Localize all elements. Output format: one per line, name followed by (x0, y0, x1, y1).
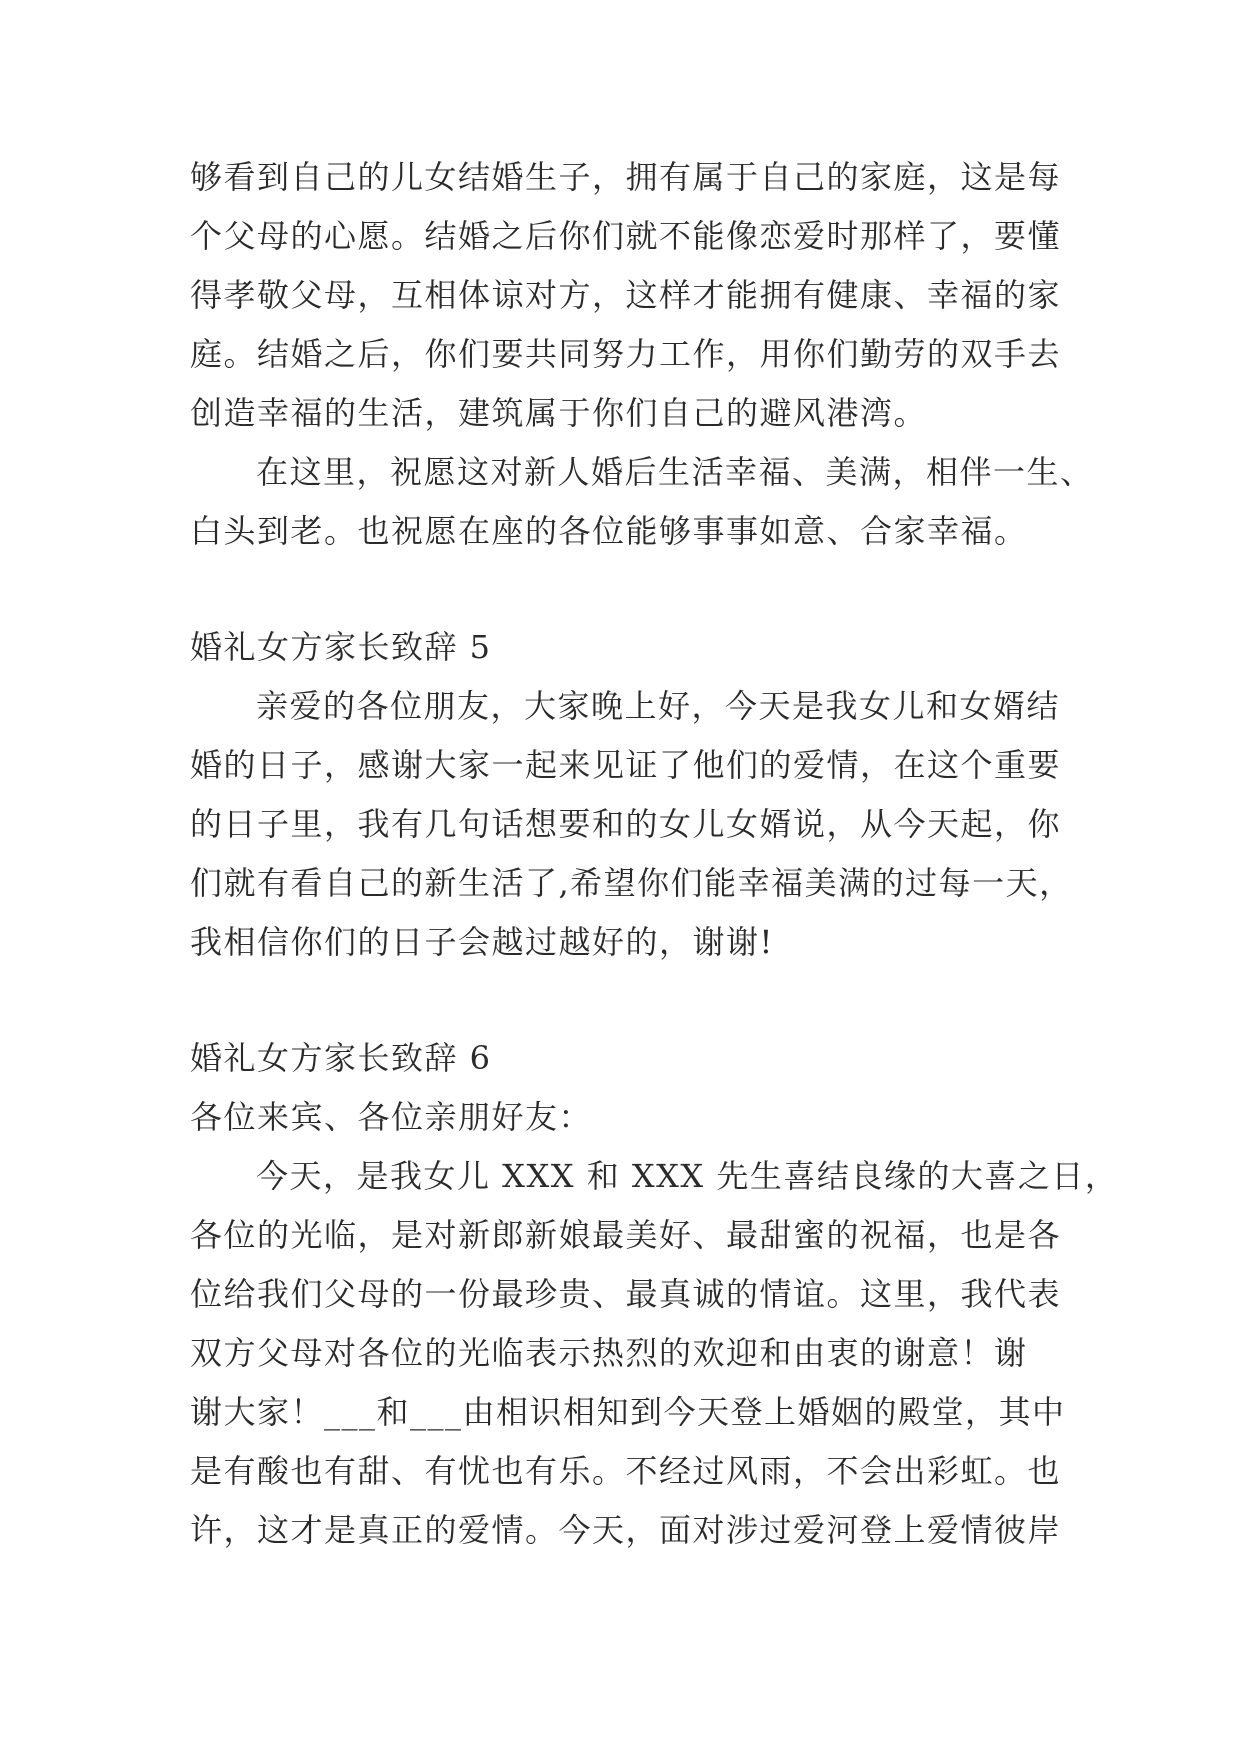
text-line: 是有酸也有甜、有忧也有乐。不经过风雨，不会出彩虹。也 (190, 1452, 1062, 1490)
paragraph-4 (190, 1147, 1119, 1560)
text-line: 双方父母对各位的光临表示热烈的欢迎和由衷的谢意！谢 (190, 1334, 1028, 1372)
text-line: 的日子里，我有几句话想要和的女儿女婿说，从今天起，你 (190, 805, 1062, 843)
text-line: 白头到老。也祝愿在座的各位能够事事如意、合家幸福。 (190, 512, 1028, 550)
text-line: 亲爱的各位朋友，大家晚上好，今天是我女儿和女婿结 (256, 687, 1061, 725)
text-line: 许，这才是真正的爱情。今天，面对涉过爱河登上爱情彼岸 (190, 1511, 1062, 1549)
section-heading-5: 婚礼女方家长致辞 5 (190, 628, 492, 666)
section-gap (190, 972, 1060, 1029)
text-line: 个父母的心愿。结婚之后你们就不能像恋爱时那样了，要懂 (190, 217, 1062, 255)
text-line: 我相信你们的日子会越过越好的，谢谢! (190, 923, 774, 961)
text-line: 婚的日子，感谢大家一起来见证了他们的爱情，在这个重要 (190, 746, 1062, 784)
text-line: 得孝敬父母，互相体谅对方，这样才能拥有健康、幸福的家 (190, 276, 1062, 314)
section-gap (190, 561, 1060, 618)
text-line: 们就有看自己的新生活了,希望你们能幸福美满的过每一天， (190, 864, 1073, 902)
document-page (190, 148, 1119, 1560)
paragraph-3 (190, 677, 1073, 972)
salutation: 各位来宾、各位亲朋好友： (190, 1098, 593, 1136)
text-line: 够看到自己的儿女结婚生子，拥有属于自己的家庭，这是每 (190, 158, 1062, 196)
text-line: 谢大家！___和___由相识相知到今天登上婚姻的殿堂，其中 (190, 1393, 1066, 1431)
paragraph-2 (190, 443, 1094, 561)
text-line: 庭。结婚之后，你们要共同努力工作，用你们勤劳的双手去 (190, 335, 1062, 373)
text-line: 各位的光临，是对新郎新娘最美好、最甜蜜的祝福，也是各 (190, 1216, 1062, 1254)
paragraph-1 (190, 148, 1060, 443)
section-heading-6: 婚礼女方家长致辞 6 (190, 1039, 492, 1077)
text-line: 在这里，祝愿这对新人婚后生活幸福、美满，相伴一生、 (256, 453, 1094, 491)
text-line: 位给我们父母的一份最珍贵、最真诚的情谊。这里，我代表 (190, 1275, 1062, 1313)
text-line: 今天，是我女儿 XXX 和 XXX 先生喜结良缘的大喜之日， (256, 1157, 1119, 1195)
text-line: 创造幸福的生活，建筑属于你们自己的避风港湾。 (190, 394, 928, 432)
